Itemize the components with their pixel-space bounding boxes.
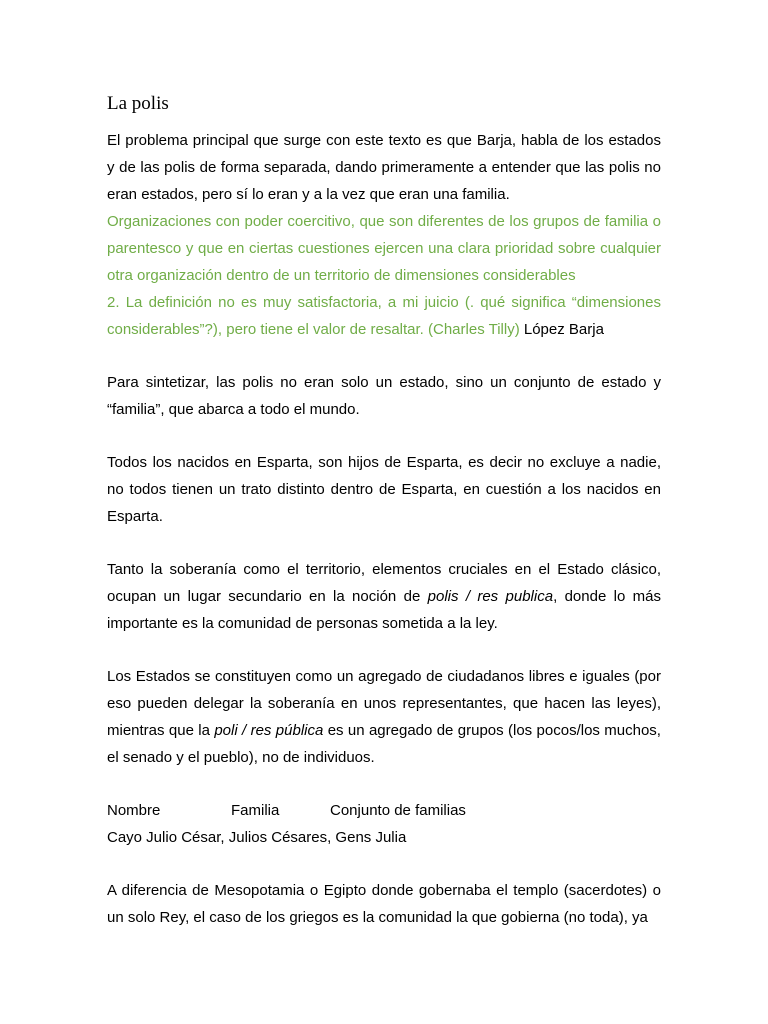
spacer (107, 343, 661, 369)
paragraph-soberania-end: , donde lo más importante es la comunidad de personas sometida a la ley. (107, 588, 661, 632)
quote-author: López Barja (519, 321, 604, 338)
paragraph-intro: El problema principal que surge con este texto es que Barja, habla de los estados y de las polis de forma separada, dando primeramente a entender que las polis no eran estados, pero sí lo eran y a la vez que eran una familia. (107, 132, 661, 203)
quote-commentary-text: 2. La definición no es muy satisfactoria, a mi juicio (. qué significa “dimensiones considerables”?), pero tiene el valor de resaltar. (Charles Tilly) (107, 294, 661, 338)
paragraph-esparta: Todos los nacidos en Esparta, son hijos de Esparta, es decir no excluye a nadie, no todos tienen un trato distinto dentro de Esparta, en cuestión a los nacidos en Esparta. (107, 454, 661, 525)
paragraph-synthesis: Para sintetizar, las polis no eran solo un estado, sino un conjunto de estado y “familia”, que abarca a todo el mundo. (107, 374, 661, 418)
header-familia: Familia (231, 802, 280, 819)
paragraph-estados-end: es un agregado de grupos (los pocos/los muchos, el senado y el pueblo), no de individuos. (107, 722, 661, 766)
paragraph-estados (107, 663, 661, 771)
header-nombre: Nombre (107, 802, 161, 819)
header-conjunto: Conjunto de familias (330, 802, 466, 819)
quote-commentary (107, 289, 661, 343)
names-table-header (107, 797, 661, 824)
spacer (107, 771, 661, 797)
term-polis-res-publica: polis / res publica (427, 588, 554, 605)
paragraph-estados-start: Los Estados se constituyen como un agregado de ciudadanos libres e iguales (por eso pueden delegar la soberanía en unos representantes, que hacen las leyes), mientras que la (107, 668, 661, 739)
term-poli-res-publica: poli / res pública (214, 722, 324, 739)
spacer (107, 851, 661, 877)
document-body (107, 91, 661, 931)
spacer (107, 637, 661, 663)
document-title: La polis (107, 93, 169, 114)
spacer (107, 530, 661, 556)
quote-definition: Organizaciones con poder coercitivo, que son diferentes de los grupos de familia o parentesco y que en ciertas cuestiones ejercen una clara prioridad sobre cualquier otra organización dentro de un territorio de dimensiones considerables (107, 213, 661, 284)
names-table-row: Cayo Julio César, Julios Césares, Gens Julia (107, 829, 407, 846)
paragraph-soberania-start: Tanto la soberanía como el territorio, elementos cruciales en el Estado clásico, ocupan un lugar secundario en la noción de (107, 561, 661, 605)
paragraph-mesopotamia: A diferencia de Mesopotamia o Egipto donde gobernaba el templo (sacerdotes) o un solo Rey, el caso de los griegos es la comunidad la que gobierna (no toda), ya (107, 882, 661, 926)
spacer (107, 423, 661, 449)
paragraph-soberania (107, 556, 661, 637)
